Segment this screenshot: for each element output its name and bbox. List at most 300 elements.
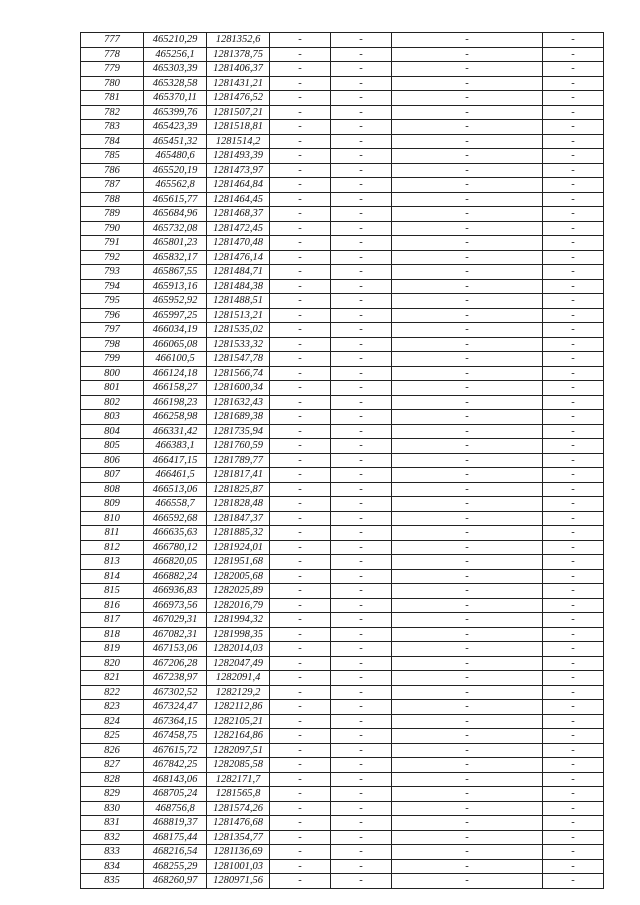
point-number-cell: 780 bbox=[81, 76, 144, 91]
y-coordinate-cell: 1282105,21 bbox=[207, 714, 270, 729]
column-4-cell: - bbox=[270, 859, 331, 874]
point-number-cell: 802 bbox=[81, 395, 144, 410]
column-6-cell: - bbox=[392, 685, 543, 700]
x-coordinate-cell: 467324,47 bbox=[144, 700, 207, 715]
column-7-cell: - bbox=[543, 134, 604, 149]
column-5-cell: - bbox=[331, 323, 392, 338]
column-6-cell: - bbox=[392, 656, 543, 671]
y-coordinate-cell: 1281406,37 bbox=[207, 62, 270, 77]
column-4-cell: - bbox=[270, 323, 331, 338]
point-number-cell: 787 bbox=[81, 178, 144, 193]
y-coordinate-cell: 1280971,56 bbox=[207, 874, 270, 889]
table-row bbox=[81, 337, 604, 352]
table-row bbox=[81, 352, 604, 367]
column-6-cell: - bbox=[392, 236, 543, 251]
column-6-cell: - bbox=[392, 801, 543, 816]
column-4-cell: - bbox=[270, 410, 331, 425]
y-coordinate-cell: 1282129,2 bbox=[207, 685, 270, 700]
column-5-cell: - bbox=[331, 729, 392, 744]
column-7-cell: - bbox=[543, 598, 604, 613]
column-5-cell: - bbox=[331, 772, 392, 787]
column-4-cell: - bbox=[270, 787, 331, 802]
table-row bbox=[81, 47, 604, 62]
column-6-cell: - bbox=[392, 323, 543, 338]
column-5-cell: - bbox=[331, 105, 392, 120]
column-5-cell: - bbox=[331, 381, 392, 396]
column-4-cell: - bbox=[270, 163, 331, 178]
column-4-cell: - bbox=[270, 33, 331, 48]
column-5-cell: - bbox=[331, 62, 392, 77]
column-7-cell: - bbox=[543, 439, 604, 454]
point-number-cell: 828 bbox=[81, 772, 144, 787]
point-number-cell: 779 bbox=[81, 62, 144, 77]
column-5-cell: - bbox=[331, 627, 392, 642]
point-number-cell: 825 bbox=[81, 729, 144, 744]
x-coordinate-cell: 466034,19 bbox=[144, 323, 207, 338]
table-row bbox=[81, 439, 604, 454]
point-number-cell: 782 bbox=[81, 105, 144, 120]
column-5-cell: - bbox=[331, 149, 392, 164]
y-coordinate-cell: 1281378,75 bbox=[207, 47, 270, 62]
x-coordinate-cell: 465801,23 bbox=[144, 236, 207, 251]
x-coordinate-cell: 467842,25 bbox=[144, 758, 207, 773]
column-7-cell: - bbox=[543, 366, 604, 381]
column-6-cell: - bbox=[392, 105, 543, 120]
column-7-cell: - bbox=[543, 424, 604, 439]
column-7-cell: - bbox=[543, 381, 604, 396]
column-4-cell: - bbox=[270, 801, 331, 816]
x-coordinate-cell: 465520,19 bbox=[144, 163, 207, 178]
column-5-cell: - bbox=[331, 163, 392, 178]
y-coordinate-cell: 1281566,74 bbox=[207, 366, 270, 381]
column-4-cell: - bbox=[270, 671, 331, 686]
column-4-cell: - bbox=[270, 395, 331, 410]
column-6-cell: - bbox=[392, 366, 543, 381]
column-6-cell: - bbox=[392, 569, 543, 584]
column-5-cell: - bbox=[331, 555, 392, 570]
column-5-cell: - bbox=[331, 540, 392, 555]
x-coordinate-cell: 466513,06 bbox=[144, 482, 207, 497]
x-coordinate-cell: 465423,39 bbox=[144, 120, 207, 135]
point-number-cell: 812 bbox=[81, 540, 144, 555]
point-number-cell: 804 bbox=[81, 424, 144, 439]
column-4-cell: - bbox=[270, 874, 331, 889]
column-6-cell: - bbox=[392, 395, 543, 410]
column-7-cell: - bbox=[543, 453, 604, 468]
point-number-cell: 827 bbox=[81, 758, 144, 773]
column-5-cell: - bbox=[331, 424, 392, 439]
column-7-cell: - bbox=[543, 163, 604, 178]
column-7-cell: - bbox=[543, 294, 604, 309]
x-coordinate-cell: 466973,56 bbox=[144, 598, 207, 613]
table-row bbox=[81, 120, 604, 135]
x-coordinate-cell: 466882,24 bbox=[144, 569, 207, 584]
column-4-cell: - bbox=[270, 656, 331, 671]
table-row bbox=[81, 511, 604, 526]
column-4-cell: - bbox=[270, 308, 331, 323]
point-number-cell: 794 bbox=[81, 279, 144, 294]
column-7-cell: - bbox=[543, 76, 604, 91]
column-6-cell: - bbox=[392, 62, 543, 77]
column-5-cell: - bbox=[331, 584, 392, 599]
table-row bbox=[81, 250, 604, 265]
column-4-cell: - bbox=[270, 743, 331, 758]
y-coordinate-cell: 1281001,03 bbox=[207, 859, 270, 874]
column-7-cell: - bbox=[543, 656, 604, 671]
column-7-cell: - bbox=[543, 801, 604, 816]
column-6-cell: - bbox=[392, 845, 543, 860]
x-coordinate-cell: 466936,83 bbox=[144, 584, 207, 599]
y-coordinate-cell: 1281476,52 bbox=[207, 91, 270, 106]
column-6-cell: - bbox=[392, 192, 543, 207]
y-coordinate-cell: 1281600,34 bbox=[207, 381, 270, 396]
point-number-cell: 790 bbox=[81, 221, 144, 236]
table-row bbox=[81, 685, 604, 700]
y-coordinate-cell: 1281476,68 bbox=[207, 816, 270, 831]
x-coordinate-cell: 467364,15 bbox=[144, 714, 207, 729]
x-coordinate-cell: 465615,77 bbox=[144, 192, 207, 207]
column-7-cell: - bbox=[543, 859, 604, 874]
column-4-cell: - bbox=[270, 830, 331, 845]
column-7-cell: - bbox=[543, 671, 604, 686]
y-coordinate-cell: 1281136,69 bbox=[207, 845, 270, 860]
table-row bbox=[81, 671, 604, 686]
column-6-cell: - bbox=[392, 47, 543, 62]
y-coordinate-cell: 1281632,43 bbox=[207, 395, 270, 410]
column-5-cell: - bbox=[331, 453, 392, 468]
x-coordinate-cell: 465562,8 bbox=[144, 178, 207, 193]
y-coordinate-cell: 1282091,4 bbox=[207, 671, 270, 686]
column-6-cell: - bbox=[392, 381, 543, 396]
column-5-cell: - bbox=[331, 671, 392, 686]
x-coordinate-cell: 465451,32 bbox=[144, 134, 207, 149]
x-coordinate-cell: 467238,97 bbox=[144, 671, 207, 686]
column-5-cell: - bbox=[331, 410, 392, 425]
y-coordinate-cell: 1282016,79 bbox=[207, 598, 270, 613]
table-row bbox=[81, 149, 604, 164]
column-6-cell: - bbox=[392, 743, 543, 758]
point-number-cell: 795 bbox=[81, 294, 144, 309]
column-7-cell: - bbox=[543, 729, 604, 744]
column-5-cell: - bbox=[331, 439, 392, 454]
point-number-cell: 811 bbox=[81, 526, 144, 541]
column-6-cell: - bbox=[392, 613, 543, 628]
y-coordinate-cell: 1281828,48 bbox=[207, 497, 270, 512]
column-7-cell: - bbox=[543, 497, 604, 512]
table-row bbox=[81, 279, 604, 294]
column-5-cell: - bbox=[331, 801, 392, 816]
point-number-cell: 785 bbox=[81, 149, 144, 164]
x-coordinate-cell: 468255,29 bbox=[144, 859, 207, 874]
y-coordinate-cell: 1281760,59 bbox=[207, 439, 270, 454]
point-number-cell: 833 bbox=[81, 845, 144, 860]
table-row bbox=[81, 540, 604, 555]
column-7-cell: - bbox=[543, 279, 604, 294]
column-6-cell: - bbox=[392, 859, 543, 874]
table-row bbox=[81, 830, 604, 845]
column-4-cell: - bbox=[270, 714, 331, 729]
column-4-cell: - bbox=[270, 337, 331, 352]
y-coordinate-cell: 1281574,26 bbox=[207, 801, 270, 816]
column-4-cell: - bbox=[270, 62, 331, 77]
column-7-cell: - bbox=[543, 772, 604, 787]
column-6-cell: - bbox=[392, 787, 543, 802]
table-row bbox=[81, 134, 604, 149]
point-number-cell: 820 bbox=[81, 656, 144, 671]
column-4-cell: - bbox=[270, 178, 331, 193]
column-5-cell: - bbox=[331, 192, 392, 207]
point-number-cell: 817 bbox=[81, 613, 144, 628]
table-row bbox=[81, 613, 604, 628]
y-coordinate-cell: 1281513,21 bbox=[207, 308, 270, 323]
column-7-cell: - bbox=[543, 584, 604, 599]
column-6-cell: - bbox=[392, 352, 543, 367]
table-row bbox=[81, 308, 604, 323]
column-6-cell: - bbox=[392, 163, 543, 178]
column-4-cell: - bbox=[270, 700, 331, 715]
y-coordinate-cell: 1281484,38 bbox=[207, 279, 270, 294]
point-number-cell: 819 bbox=[81, 642, 144, 657]
column-4-cell: - bbox=[270, 424, 331, 439]
column-7-cell: - bbox=[543, 482, 604, 497]
column-6-cell: - bbox=[392, 279, 543, 294]
table-row bbox=[81, 656, 604, 671]
x-coordinate-cell: 465256,1 bbox=[144, 47, 207, 62]
column-6-cell: - bbox=[392, 76, 543, 91]
table-row bbox=[81, 163, 604, 178]
column-5-cell: - bbox=[331, 743, 392, 758]
point-number-cell: 800 bbox=[81, 366, 144, 381]
column-4-cell: - bbox=[270, 91, 331, 106]
column-4-cell: - bbox=[270, 221, 331, 236]
table-row bbox=[81, 714, 604, 729]
column-7-cell: - bbox=[543, 627, 604, 642]
column-6-cell: - bbox=[392, 758, 543, 773]
column-4-cell: - bbox=[270, 47, 331, 62]
y-coordinate-cell: 1281689,38 bbox=[207, 410, 270, 425]
column-6-cell: - bbox=[392, 149, 543, 164]
point-number-cell: 797 bbox=[81, 323, 144, 338]
column-7-cell: - bbox=[543, 192, 604, 207]
table-row bbox=[81, 207, 604, 222]
y-coordinate-cell: 1281817,41 bbox=[207, 468, 270, 483]
table-row bbox=[81, 482, 604, 497]
x-coordinate-cell: 465832,17 bbox=[144, 250, 207, 265]
point-number-cell: 807 bbox=[81, 468, 144, 483]
x-coordinate-cell: 467206,28 bbox=[144, 656, 207, 671]
point-number-cell: 799 bbox=[81, 352, 144, 367]
column-5-cell: - bbox=[331, 845, 392, 860]
column-6-cell: - bbox=[392, 772, 543, 787]
table-row bbox=[81, 424, 604, 439]
column-7-cell: - bbox=[543, 642, 604, 657]
table-row bbox=[81, 265, 604, 280]
x-coordinate-cell: 466780,12 bbox=[144, 540, 207, 555]
column-7-cell: - bbox=[543, 743, 604, 758]
column-4-cell: - bbox=[270, 279, 331, 294]
column-4-cell: - bbox=[270, 729, 331, 744]
column-5-cell: - bbox=[331, 700, 392, 715]
x-coordinate-cell: 468216,54 bbox=[144, 845, 207, 860]
x-coordinate-cell: 465732,08 bbox=[144, 221, 207, 236]
x-coordinate-cell: 465480,6 bbox=[144, 149, 207, 164]
column-4-cell: - bbox=[270, 76, 331, 91]
column-5-cell: - bbox=[331, 236, 392, 251]
column-4-cell: - bbox=[270, 192, 331, 207]
x-coordinate-cell: 466124,18 bbox=[144, 366, 207, 381]
column-6-cell: - bbox=[392, 874, 543, 889]
column-6-cell: - bbox=[392, 424, 543, 439]
column-4-cell: - bbox=[270, 105, 331, 120]
column-7-cell: - bbox=[543, 323, 604, 338]
column-4-cell: - bbox=[270, 381, 331, 396]
column-7-cell: - bbox=[543, 685, 604, 700]
column-5-cell: - bbox=[331, 91, 392, 106]
y-coordinate-cell: 1282047,49 bbox=[207, 656, 270, 671]
table-row bbox=[81, 76, 604, 91]
y-coordinate-cell: 1281493,39 bbox=[207, 149, 270, 164]
column-4-cell: - bbox=[270, 526, 331, 541]
column-5-cell: - bbox=[331, 33, 392, 48]
y-coordinate-cell: 1281488,51 bbox=[207, 294, 270, 309]
column-4-cell: - bbox=[270, 120, 331, 135]
column-7-cell: - bbox=[543, 105, 604, 120]
x-coordinate-cell: 465952,92 bbox=[144, 294, 207, 309]
column-5-cell: - bbox=[331, 207, 392, 222]
point-number-cell: 791 bbox=[81, 236, 144, 251]
x-coordinate-cell: 467082,31 bbox=[144, 627, 207, 642]
column-6-cell: - bbox=[392, 308, 543, 323]
table-row bbox=[81, 62, 604, 77]
table-row bbox=[81, 845, 604, 860]
x-coordinate-cell: 466820,05 bbox=[144, 555, 207, 570]
column-6-cell: - bbox=[392, 642, 543, 657]
x-coordinate-cell: 468819,37 bbox=[144, 816, 207, 831]
column-5-cell: - bbox=[331, 758, 392, 773]
point-number-cell: 815 bbox=[81, 584, 144, 599]
x-coordinate-cell: 465328,58 bbox=[144, 76, 207, 91]
column-4-cell: - bbox=[270, 497, 331, 512]
column-6-cell: - bbox=[392, 265, 543, 280]
column-5-cell: - bbox=[331, 874, 392, 889]
column-4-cell: - bbox=[270, 453, 331, 468]
table-row bbox=[81, 453, 604, 468]
table-row bbox=[81, 758, 604, 773]
y-coordinate-cell: 1281951,68 bbox=[207, 555, 270, 570]
point-number-cell: 808 bbox=[81, 482, 144, 497]
table-row bbox=[81, 772, 604, 787]
x-coordinate-cell: 468756,8 bbox=[144, 801, 207, 816]
column-5-cell: - bbox=[331, 511, 392, 526]
column-4-cell: - bbox=[270, 613, 331, 628]
column-5-cell: - bbox=[331, 76, 392, 91]
x-coordinate-cell: 465684,96 bbox=[144, 207, 207, 222]
column-6-cell: - bbox=[392, 598, 543, 613]
column-5-cell: - bbox=[331, 337, 392, 352]
column-7-cell: - bbox=[543, 714, 604, 729]
column-5-cell: - bbox=[331, 221, 392, 236]
x-coordinate-cell: 468175,44 bbox=[144, 830, 207, 845]
point-number-cell: 830 bbox=[81, 801, 144, 816]
column-5-cell: - bbox=[331, 279, 392, 294]
y-coordinate-cell: 1281547,78 bbox=[207, 352, 270, 367]
column-7-cell: - bbox=[543, 265, 604, 280]
column-7-cell: - bbox=[543, 511, 604, 526]
point-number-cell: 810 bbox=[81, 511, 144, 526]
y-coordinate-cell: 1281565,8 bbox=[207, 787, 270, 802]
column-7-cell: - bbox=[543, 236, 604, 251]
table-row bbox=[81, 395, 604, 410]
x-coordinate-cell: 465997,25 bbox=[144, 308, 207, 323]
column-5-cell: - bbox=[331, 468, 392, 483]
point-number-cell: 816 bbox=[81, 598, 144, 613]
column-7-cell: - bbox=[543, 337, 604, 352]
table-row bbox=[81, 468, 604, 483]
column-7-cell: - bbox=[543, 758, 604, 773]
y-coordinate-cell: 1281472,45 bbox=[207, 221, 270, 236]
x-coordinate-cell: 466331,42 bbox=[144, 424, 207, 439]
column-7-cell: - bbox=[543, 845, 604, 860]
x-coordinate-cell: 466065,08 bbox=[144, 337, 207, 352]
column-6-cell: - bbox=[392, 497, 543, 512]
table-row bbox=[81, 192, 604, 207]
table-row bbox=[81, 381, 604, 396]
y-coordinate-cell: 1282014,03 bbox=[207, 642, 270, 657]
column-7-cell: - bbox=[543, 555, 604, 570]
x-coordinate-cell: 468260,97 bbox=[144, 874, 207, 889]
table-row bbox=[81, 33, 604, 48]
column-5-cell: - bbox=[331, 497, 392, 512]
column-4-cell: - bbox=[270, 468, 331, 483]
x-coordinate-cell: 465210,29 bbox=[144, 33, 207, 48]
x-coordinate-cell: 467029,31 bbox=[144, 613, 207, 628]
column-6-cell: - bbox=[392, 337, 543, 352]
y-coordinate-cell: 1281885,32 bbox=[207, 526, 270, 541]
column-4-cell: - bbox=[270, 236, 331, 251]
column-6-cell: - bbox=[392, 207, 543, 222]
column-6-cell: - bbox=[392, 439, 543, 454]
column-7-cell: - bbox=[543, 250, 604, 265]
point-number-cell: 813 bbox=[81, 555, 144, 570]
point-number-cell: 805 bbox=[81, 439, 144, 454]
point-number-cell: 781 bbox=[81, 91, 144, 106]
table-row bbox=[81, 569, 604, 584]
table-row bbox=[81, 584, 604, 599]
column-4-cell: - bbox=[270, 294, 331, 309]
point-number-cell: 783 bbox=[81, 120, 144, 135]
column-5-cell: - bbox=[331, 47, 392, 62]
column-4-cell: - bbox=[270, 250, 331, 265]
point-number-cell: 831 bbox=[81, 816, 144, 831]
y-coordinate-cell: 1281464,84 bbox=[207, 178, 270, 193]
table-row bbox=[81, 598, 604, 613]
y-coordinate-cell: 1281431,21 bbox=[207, 76, 270, 91]
x-coordinate-cell: 466198,23 bbox=[144, 395, 207, 410]
point-number-cell: 789 bbox=[81, 207, 144, 222]
column-7-cell: - bbox=[543, 874, 604, 889]
column-6-cell: - bbox=[392, 468, 543, 483]
column-5-cell: - bbox=[331, 830, 392, 845]
column-7-cell: - bbox=[543, 47, 604, 62]
y-coordinate-cell: 1282112,86 bbox=[207, 700, 270, 715]
table-row bbox=[81, 236, 604, 251]
y-coordinate-cell: 1282097,51 bbox=[207, 743, 270, 758]
x-coordinate-cell: 466558,7 bbox=[144, 497, 207, 512]
column-4-cell: - bbox=[270, 772, 331, 787]
column-6-cell: - bbox=[392, 526, 543, 541]
column-6-cell: - bbox=[392, 584, 543, 599]
y-coordinate-cell: 1281924,01 bbox=[207, 540, 270, 555]
